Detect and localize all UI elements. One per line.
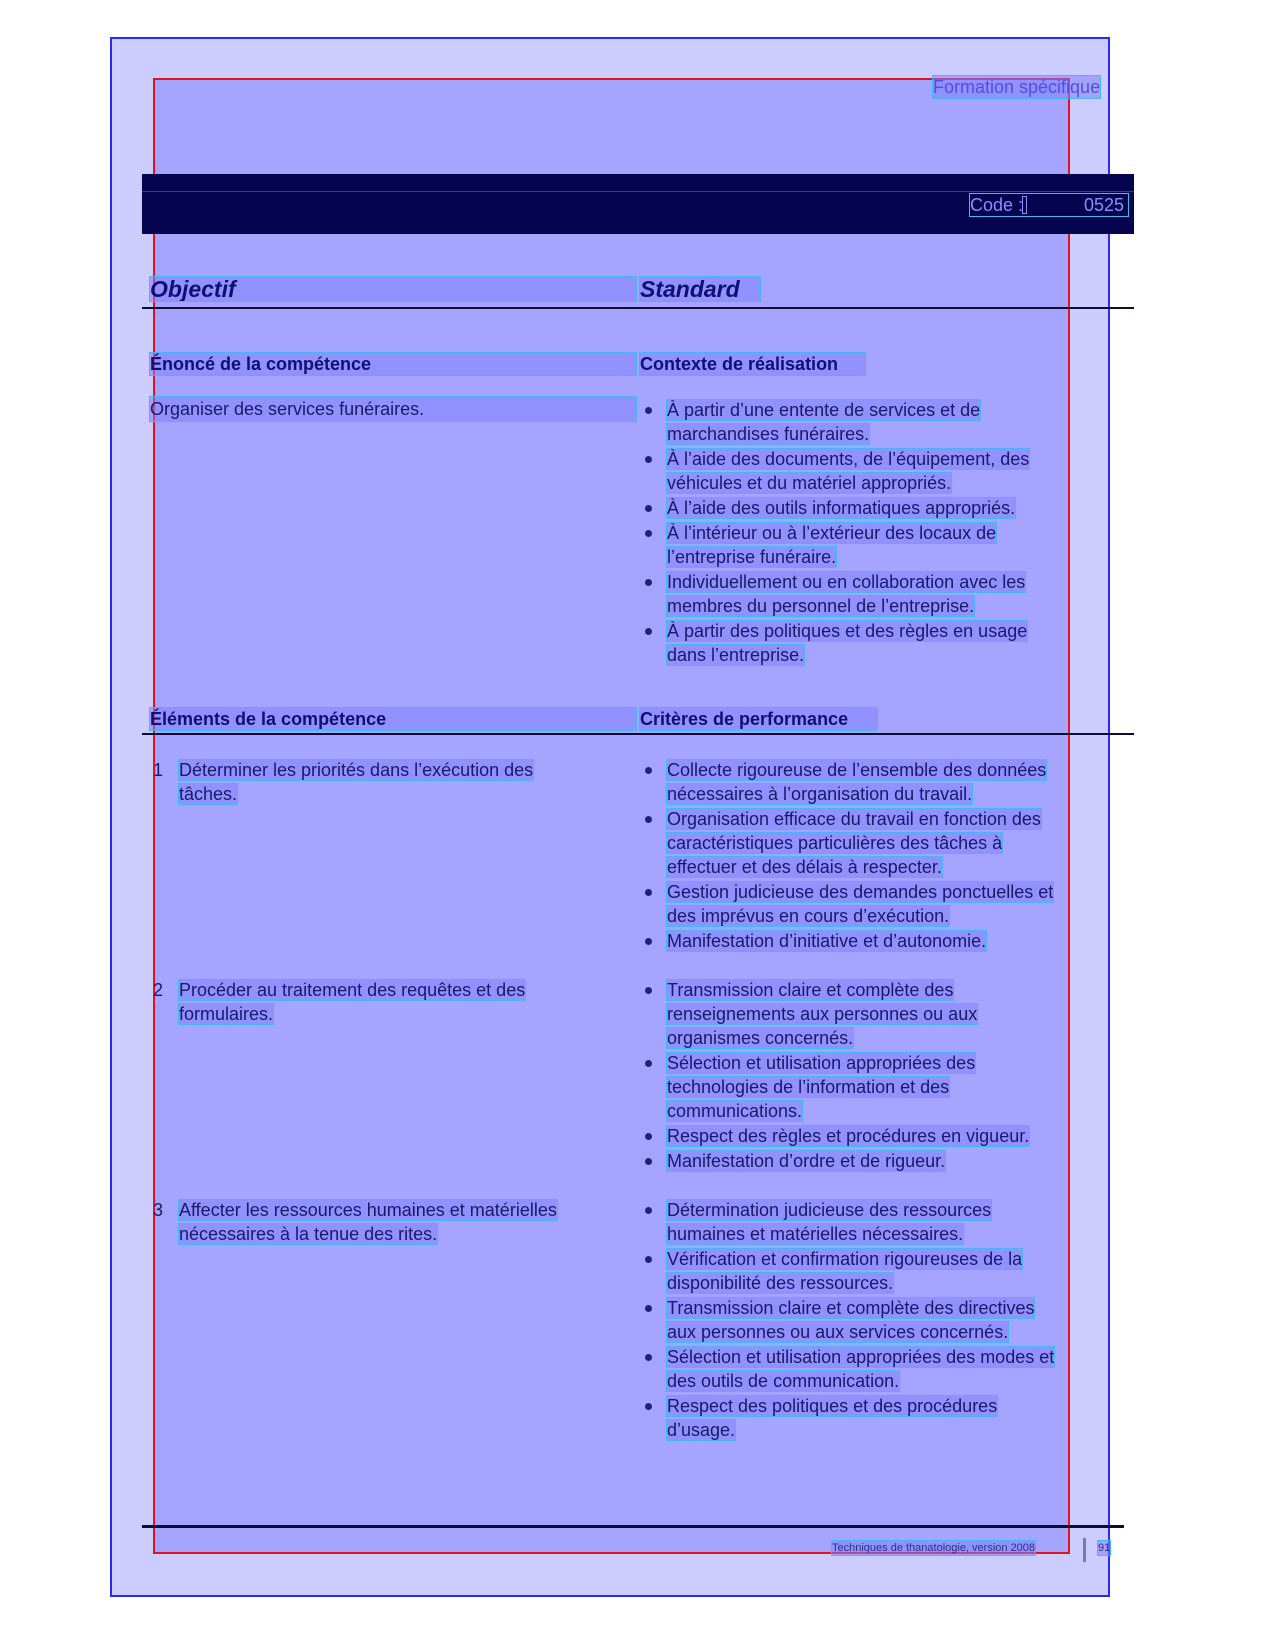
code-label: Code : (970, 195, 1024, 215)
criterion-item-line: effectuer et des délais à respecter. (667, 857, 942, 877)
context-list (645, 398, 1105, 668)
objectif-heading: Objectif (150, 277, 636, 301)
element-label-line: Déterminer les priorités dans l’exécution des (179, 760, 534, 780)
criterion-item (645, 1149, 1105, 1173)
criterion-item-line: organismes concernés. (667, 1028, 854, 1048)
element-label (179, 1198, 645, 1246)
footer-program: Techniques de thanatologie, version 2008 (832, 1542, 1036, 1554)
criterion-item-line: nécessaires à l’organisation du travail. (667, 784, 973, 804)
criterion-item (645, 1247, 1105, 1295)
standard-heading: Standard (640, 277, 760, 301)
context-heading: Contexte de réalisation (640, 353, 865, 375)
criterion-item-line: Manifestation d’initiative et d’autonomie. (667, 931, 987, 951)
context-item-line: À partir d’une entente de services et de (667, 400, 981, 420)
criteria-heading: Critères de performance (640, 708, 877, 730)
criterion-item-line: Vérification et confirmation rigoureuses de la (667, 1249, 1023, 1269)
criterion-item-line: Transmission claire et complète des (667, 980, 954, 1000)
footer-rule (142, 1525, 1124, 1528)
criterion-item-line: Sélection et utilisation appropriées des modes et (667, 1347, 1055, 1367)
criteria-list (645, 1198, 1105, 1443)
element-number: 3 (153, 1200, 164, 1220)
criterion-item-line: Transmission claire et complète des directives (667, 1298, 1035, 1318)
header-rule (142, 307, 1134, 309)
criterion-item (645, 807, 1105, 879)
footer-separator (1083, 1538, 1086, 1562)
element-label-line: Procéder au traitement des requêtes et des (179, 980, 526, 1000)
criterion-item (645, 1051, 1105, 1123)
context-item (645, 570, 1105, 618)
context-item-line: À l’intérieur ou à l’extérieur des locaux de (667, 523, 997, 543)
criteria-list (645, 978, 1105, 1174)
context-item (645, 447, 1105, 495)
criterion-item-line: renseignements aux personnes ou aux (667, 1004, 978, 1024)
criterion-item-line: Détermination judicieuse des ressources (667, 1200, 992, 1220)
context-item-line: À l’aide des documents, de l’équipement, des (667, 449, 1030, 469)
element-label-line: nécessaires à la tenue des rites. (179, 1224, 438, 1244)
context-item-line: membres du personnel de l’entreprise. (667, 596, 975, 616)
criterion-item-line: Manifestation d’ordre et de rigueur. (667, 1151, 946, 1171)
criterion-item (645, 1296, 1105, 1344)
criterion-item (645, 1394, 1105, 1442)
criterion-item (645, 978, 1105, 1050)
context-item (645, 398, 1105, 446)
criterion-item-line: humaines et matérielles nécessaires. (667, 1224, 964, 1244)
criterion-item-line: disponibilité des ressources. (667, 1273, 894, 1293)
criterion-item-line: des outils de communication. (667, 1371, 900, 1391)
criterion-item (645, 929, 1105, 953)
competence-element (153, 758, 645, 806)
criterion-item-line: Sélection et utilisation appropriées des (667, 1053, 976, 1073)
criterion-item-line: d’usage. (667, 1420, 736, 1440)
criterion-item-line: des imprévus en cours d’exécution. (667, 906, 950, 926)
context-item-line: marchandises funéraires. (667, 424, 870, 444)
context-item-line: dans l’entreprise. (667, 645, 805, 665)
page-number: 91 (1098, 1542, 1111, 1554)
element-label (179, 978, 645, 1026)
criterion-item (645, 1124, 1105, 1148)
competence-element (153, 978, 645, 1026)
competence-statement: Organiser des services funéraires. (150, 397, 636, 421)
elements-heading: Éléments de la compétence (150, 708, 636, 730)
element-number: 2 (153, 980, 164, 1000)
element-label-line: formulaires. (179, 1004, 274, 1024)
context-item-line: À partir des politiques et des règles en usage (667, 621, 1028, 641)
criterion-item (645, 880, 1105, 928)
context-item (645, 521, 1105, 569)
context-item-line: Individuellement ou en collaboration avec les (667, 572, 1026, 592)
context-item (645, 496, 1105, 520)
criterion-item-line: communications. (667, 1101, 803, 1121)
criterion-item-line: technologies de l’information et des (667, 1077, 950, 1097)
context-item-line: À l’aide des outils informatiques appropriés. (667, 498, 1016, 518)
competence-element (153, 1198, 645, 1246)
criterion-item (645, 758, 1105, 806)
element-number: 1 (153, 760, 164, 780)
context-item-line: véhicules et du matériel appropriés. (667, 473, 952, 493)
criterion-item (645, 1345, 1105, 1393)
code-box (970, 194, 1128, 216)
criterion-item-line: Respect des politiques et des procédures (667, 1396, 998, 1416)
context-item-line: l’entreprise funéraire. (667, 547, 837, 567)
criterion-item-line: aux personnes ou aux services concernés. (667, 1322, 1009, 1342)
elements-rule (142, 733, 1134, 735)
code-banner-line (142, 191, 1134, 192)
criterion-item-line: Respect des règles et procédures en vigueur. (667, 1126, 1030, 1146)
element-label (179, 758, 645, 806)
code-separator (1022, 196, 1027, 214)
element-label-line: tâches. (179, 784, 238, 804)
section-label: Formation spécifique (933, 77, 1101, 97)
criterion-item-line: Gestion judicieuse des demandes ponctuelles et (667, 882, 1054, 902)
criterion-item-line: Collecte rigoureuse de l’ensemble des données (667, 760, 1047, 780)
criterion-item-line: caractéristiques particulières des tâches à (667, 833, 1003, 853)
criterion-item (645, 1198, 1105, 1246)
element-label-line: Affecter les ressources humaines et matérielles (179, 1200, 557, 1220)
criteria-list (645, 758, 1105, 954)
criterion-item-line: Organisation efficace du travail en fonction des (667, 809, 1041, 829)
statement-heading: Énoncé de la compétence (150, 353, 636, 375)
code-value: 0525 (1084, 195, 1125, 215)
context-item (645, 619, 1105, 667)
